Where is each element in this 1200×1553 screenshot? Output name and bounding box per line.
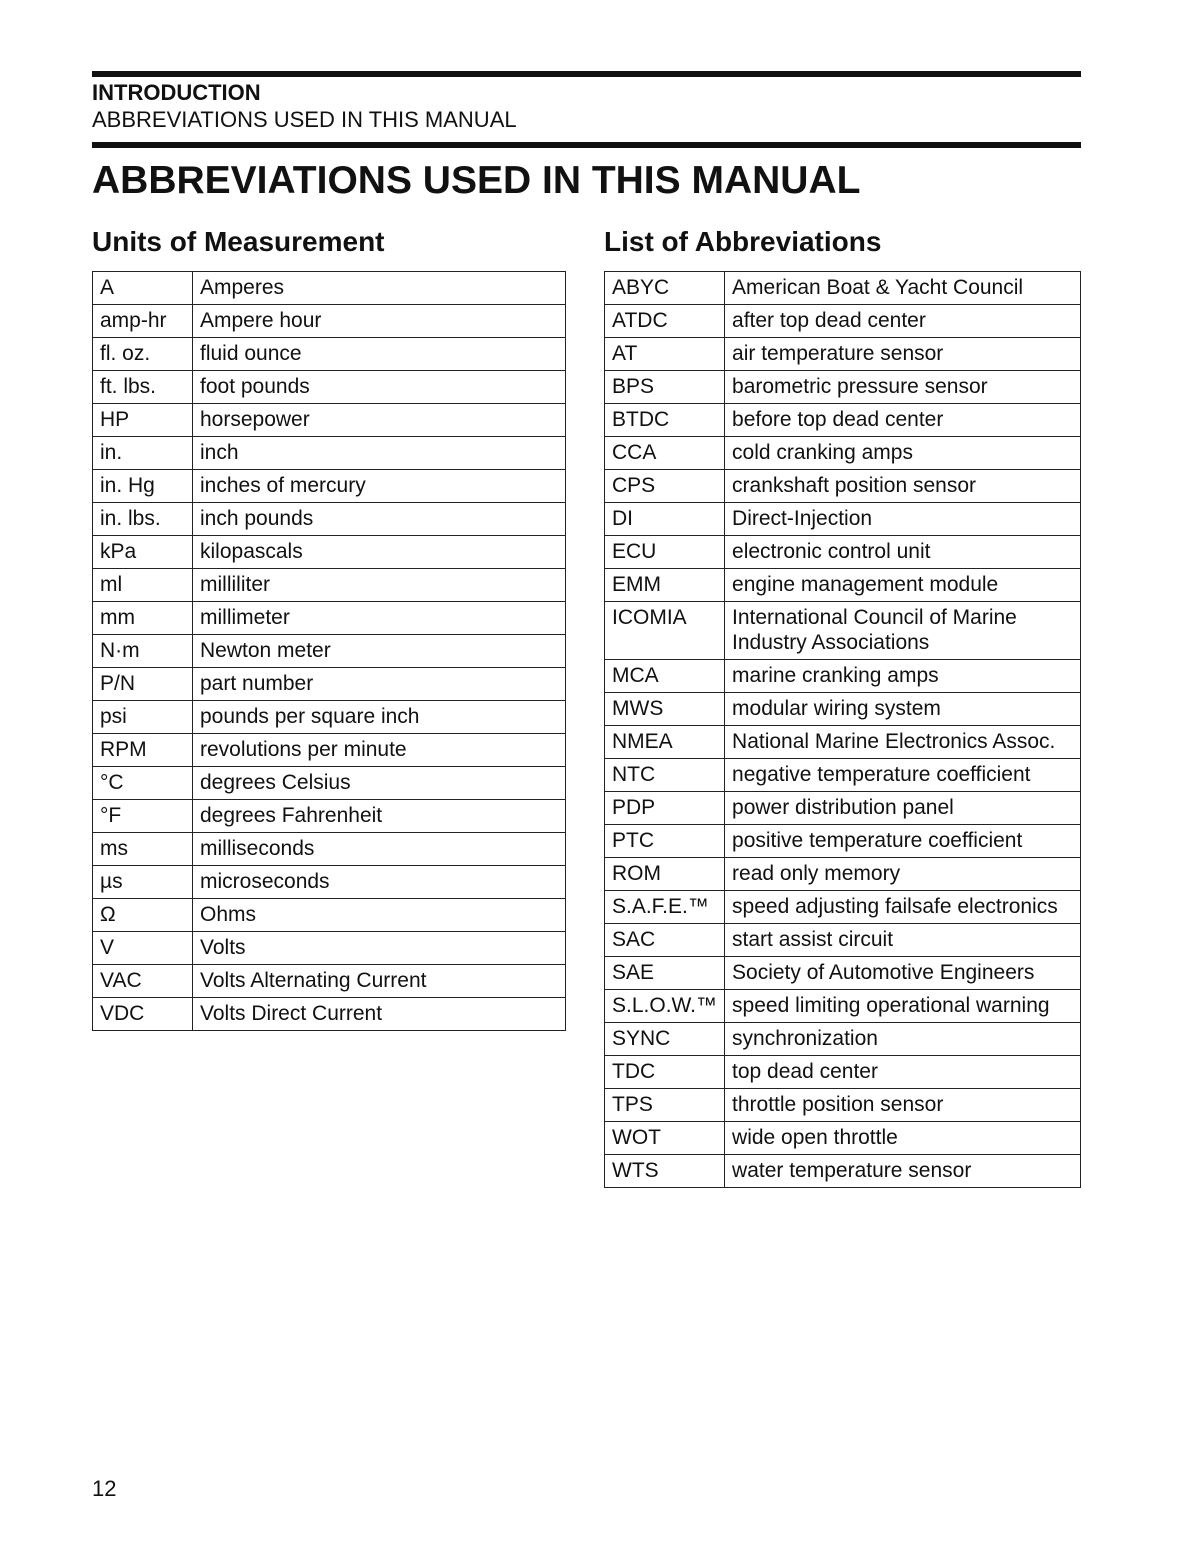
abbreviation-cell: TPS — [605, 1089, 725, 1122]
meaning-cell: air temperature sensor — [725, 338, 1081, 371]
table-row — [93, 437, 566, 470]
abbreviations-table-body — [605, 272, 1081, 1188]
abbreviation-cell: ICOMIA — [605, 602, 725, 660]
abbreviation-cell: amp-hr — [93, 305, 193, 338]
units-heading: Units of Measurement — [92, 226, 385, 257]
table-row — [605, 272, 1081, 305]
meaning-cell: Newton meter — [193, 635, 566, 668]
meaning-cell: milliseconds — [193, 833, 566, 866]
units-table-body — [93, 272, 566, 1031]
table-row — [605, 1056, 1081, 1089]
meaning-cell: inches of mercury — [193, 470, 566, 503]
table-row — [93, 734, 566, 767]
abbreviation-cell: ml — [93, 569, 193, 602]
table-row — [605, 924, 1081, 957]
meaning-cell: American Boat & Yacht Council — [725, 272, 1081, 305]
table-row — [605, 404, 1081, 437]
table-row — [605, 602, 1081, 660]
table-row — [93, 305, 566, 338]
abbreviation-cell: in. lbs. — [93, 503, 193, 536]
meaning-cell: water temperature sensor — [725, 1155, 1081, 1188]
table-row — [93, 272, 566, 305]
table-row — [93, 404, 566, 437]
abbreviation-cell: ROM — [605, 858, 725, 891]
meaning-cell: wide open throttle — [725, 1122, 1081, 1155]
meaning-cell: microseconds — [193, 866, 566, 899]
abbreviation-cell: NTC — [605, 759, 725, 792]
abbreviation-cell: °C — [93, 767, 193, 800]
abbreviation-cell: N·m — [93, 635, 193, 668]
abbreviation-cell: NMEA — [605, 726, 725, 759]
table-row — [93, 866, 566, 899]
meaning-cell: milliliter — [193, 569, 566, 602]
abbreviation-cell: HP — [93, 404, 193, 437]
meaning-cell: read only memory — [725, 858, 1081, 891]
abbreviation-cell: P/N — [93, 668, 193, 701]
abbreviation-cell: mm — [93, 602, 193, 635]
abbreviation-cell: AT — [605, 338, 725, 371]
meaning-cell: crankshaft position sensor — [725, 470, 1081, 503]
meaning-cell: foot pounds — [193, 371, 566, 404]
meaning-cell: Amperes — [193, 272, 566, 305]
abbreviation-cell: BPS — [605, 371, 725, 404]
abbreviation-cell: DI — [605, 503, 725, 536]
abbreviation-cell: in. Hg — [93, 470, 193, 503]
abbreviation-cell: µs — [93, 866, 193, 899]
meaning-cell: horsepower — [193, 404, 566, 437]
abbreviation-cell: S.A.F.E.™ — [605, 891, 725, 924]
abbreviation-cell: EMM — [605, 569, 725, 602]
abbreviation-cell: WOT — [605, 1122, 725, 1155]
meaning-cell: inch pounds — [193, 503, 566, 536]
table-row — [605, 858, 1081, 891]
table-row — [605, 470, 1081, 503]
meaning-cell: after top dead center — [725, 305, 1081, 338]
abbreviation-cell: SAC — [605, 924, 725, 957]
table-row — [605, 891, 1081, 924]
table-row — [605, 1122, 1081, 1155]
table-row — [93, 536, 566, 569]
abbreviation-cell: S.L.O.W.™ — [605, 990, 725, 1023]
table-row — [93, 965, 566, 998]
abbreviations-table — [604, 271, 1081, 1188]
meaning-cell: negative temperature coefficient — [725, 759, 1081, 792]
abbreviation-cell: BTDC — [605, 404, 725, 437]
abbreviation-cell: V — [93, 932, 193, 965]
meaning-cell: fluid ounce — [193, 338, 566, 371]
table-row — [605, 569, 1081, 602]
meaning-cell: Direct-Injection — [725, 503, 1081, 536]
meaning-cell: speed adjusting failsafe electronics — [725, 891, 1081, 924]
abbreviation-cell: SYNC — [605, 1023, 725, 1056]
table-row — [605, 792, 1081, 825]
abbreviation-cell: CCA — [605, 437, 725, 470]
table-row — [605, 825, 1081, 858]
meaning-cell: revolutions per minute — [193, 734, 566, 767]
abbreviation-cell: MWS — [605, 693, 725, 726]
table-row — [93, 470, 566, 503]
meaning-cell: kilopascals — [193, 536, 566, 569]
table-row — [93, 932, 566, 965]
meaning-cell: start assist circuit — [725, 924, 1081, 957]
meaning-cell: synchronization — [725, 1023, 1081, 1056]
abbreviation-cell: A — [93, 272, 193, 305]
header-section-label: INTRODUCTION — [92, 80, 261, 105]
table-row — [93, 767, 566, 800]
meaning-cell: before top dead center — [725, 404, 1081, 437]
table-row — [93, 998, 566, 1031]
table-row — [93, 833, 566, 866]
meaning-cell: top dead center — [725, 1056, 1081, 1089]
meaning-cell: National Marine Electronics Assoc. — [725, 726, 1081, 759]
units-table — [92, 271, 566, 1031]
abbreviation-cell: VAC — [93, 965, 193, 998]
table-row — [605, 957, 1081, 990]
table-row — [605, 693, 1081, 726]
meaning-cell: Volts — [193, 932, 566, 965]
table-row — [93, 668, 566, 701]
abbreviation-cell: WTS — [605, 1155, 725, 1188]
meaning-cell: speed limiting operational warning — [725, 990, 1081, 1023]
meaning-cell: throttle position sensor — [725, 1089, 1081, 1122]
table-row — [93, 569, 566, 602]
table-row — [93, 899, 566, 932]
meaning-cell: degrees Fahrenheit — [193, 800, 566, 833]
meaning-cell: pounds per square inch — [193, 701, 566, 734]
table-row — [605, 536, 1081, 569]
table-row — [93, 800, 566, 833]
meaning-cell: Ohms — [193, 899, 566, 932]
table-row — [93, 371, 566, 404]
abbreviation-cell: fl. oz. — [93, 338, 193, 371]
table-row — [93, 602, 566, 635]
meaning-cell: electronic control unit — [725, 536, 1081, 569]
table-row — [605, 338, 1081, 371]
abbreviation-cell: VDC — [93, 998, 193, 1031]
table-row — [605, 990, 1081, 1023]
meaning-cell: part number — [193, 668, 566, 701]
meaning-cell: cold cranking amps — [725, 437, 1081, 470]
abbreviation-cell: RPM — [93, 734, 193, 767]
meaning-cell: Ampere hour — [193, 305, 566, 338]
meaning-cell: inch — [193, 437, 566, 470]
table-row — [93, 338, 566, 371]
page-title: ABBREVIATIONS USED IN THIS MANUAL — [92, 159, 861, 202]
abbreviation-cell: TDC — [605, 1056, 725, 1089]
abbreviation-cell: PTC — [605, 825, 725, 858]
header-top-rule — [92, 71, 1081, 77]
meaning-cell: power distribution panel — [725, 792, 1081, 825]
meaning-cell: positive temperature coefficient — [725, 825, 1081, 858]
abbreviation-cell: ft. lbs. — [93, 371, 193, 404]
table-row — [93, 701, 566, 734]
abbreviation-cell: in. — [93, 437, 193, 470]
abbreviations-heading: List of Abbreviations — [604, 226, 882, 257]
table-row — [605, 660, 1081, 693]
abbreviation-cell: CPS — [605, 470, 725, 503]
abbreviation-cell: °F — [93, 800, 193, 833]
table-row — [93, 503, 566, 536]
abbreviation-cell: ms — [93, 833, 193, 866]
abbreviation-cell: kPa — [93, 536, 193, 569]
table-row — [605, 759, 1081, 792]
meaning-cell: engine management module — [725, 569, 1081, 602]
meaning-cell: Society of Automotive Engineers — [725, 957, 1081, 990]
table-row — [605, 305, 1081, 338]
table-row — [605, 726, 1081, 759]
abbreviation-cell: ATDC — [605, 305, 725, 338]
abbreviation-cell: ABYC — [605, 272, 725, 305]
header-bottom-rule — [92, 142, 1081, 148]
abbreviation-cell: MCA — [605, 660, 725, 693]
table-row — [605, 1023, 1081, 1056]
table-row — [605, 1089, 1081, 1122]
table-row — [605, 503, 1081, 536]
meaning-cell: degrees Celsius — [193, 767, 566, 800]
meaning-cell: barometric pressure sensor — [725, 371, 1081, 404]
header-subsection-label: ABBREVIATIONS USED IN THIS MANUAL — [92, 107, 517, 132]
meaning-cell: marine cranking amps — [725, 660, 1081, 693]
meaning-cell: International Council of Marine Industry Associations — [725, 602, 1081, 660]
meaning-cell: modular wiring system — [725, 693, 1081, 726]
abbreviation-cell: SAE — [605, 957, 725, 990]
abbreviation-cell: Ω — [93, 899, 193, 932]
table-row — [605, 371, 1081, 404]
meaning-cell: Volts Alternating Current — [193, 965, 566, 998]
abbreviation-cell: PDP — [605, 792, 725, 825]
meaning-cell: millimeter — [193, 602, 566, 635]
abbreviation-cell: ECU — [605, 536, 725, 569]
table-row — [93, 635, 566, 668]
table-row — [605, 1155, 1081, 1188]
table-row — [605, 437, 1081, 470]
page-number: 12 — [92, 1476, 117, 1501]
meaning-cell: Volts Direct Current — [193, 998, 566, 1031]
abbreviation-cell: psi — [93, 701, 193, 734]
